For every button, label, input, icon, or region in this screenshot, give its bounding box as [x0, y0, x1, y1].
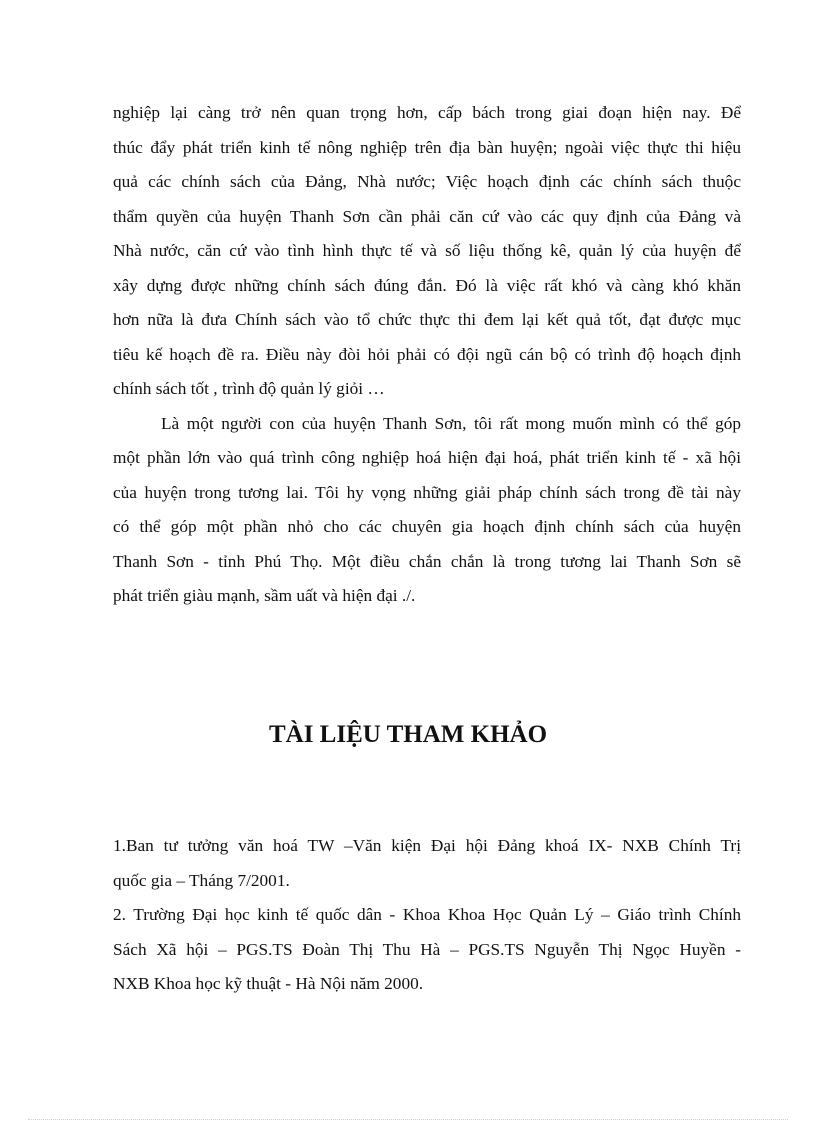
text-line: của huyện trong tương lai. Tôi hy vọng những giải pháp chính sách trong đề tài này — [113, 482, 741, 502]
text-line: xây dựng được những chính sách đúng đắn. Đó là việc rất khó và càng khó khăn — [113, 275, 741, 295]
text-line: Nhà nước, căn cứ vào tình hình thực tế và số liệu thống kê, quản lý của huyện để — [113, 241, 741, 260]
references-list — [113, 829, 741, 1002]
text-line: Sách Xã hội – PGS.TS Đoàn Thị Thu Hà – PGS.TS Nguyễn Thị Ngọc Huyền - — [113, 939, 741, 959]
text-line: nghiệp lại càng trở nên quan trọng hơn, cấp bách trong giai đoạn hiện nay. Để — [113, 103, 741, 122]
text-line: tiêu kế hoạch đề ra. Điều này đòi hỏi phải có đội ngũ cán bộ có trình độ hoạch định — [113, 344, 741, 364]
text-line: phát triển giàu mạnh, sầm uất và hiện đại ./. — [113, 586, 416, 605]
reference-item — [113, 829, 741, 898]
text-line: có thể góp một phần nhỏ cho các chuyên gia hoạch định chính sách của huyện — [113, 517, 741, 536]
text-line: Thanh Sơn - tỉnh Phú Thọ. Một điều chắn chắn là trong tương lai Thanh Sơn sẽ — [113, 551, 741, 571]
paragraph-hope — [113, 407, 741, 614]
text-line: quốc gia – Tháng 7/2001. — [113, 870, 290, 890]
page-bottom-divider — [28, 1119, 788, 1120]
references-heading: TÀI LIỆU THAM KHẢO — [268, 721, 548, 748]
text-line: NXB Khoa học kỹ thuật - Hà Nội năm 2000. — [113, 974, 424, 993]
text-line: thúc đẩy phát triển kinh tế nông nghiệp trên địa bàn huyện; ngoài việc thực thi hiệu — [113, 137, 741, 157]
text-line: chính sách tốt , trình độ quản lý giỏi … — [113, 379, 385, 398]
text-line: thẩm quyền của huyện Thanh Sơn cần phải căn cứ vào các quy định của Đảng và — [113, 206, 741, 226]
paragraph-conclusion — [113, 96, 741, 407]
text-line: hơn nữa là đưa Chính sách vào tổ chức thực thi đem lại kết quả tốt, đạt được mục — [113, 310, 741, 329]
text-line: một phần lớn vào quá trình công nghiệp hoá hiện đại hoá, phát triển kinh tế - xã hội — [113, 448, 741, 467]
text-line: quả các chính sách của Đảng, Nhà nước; Việc hoạch định các chính sách thuộc — [113, 172, 741, 191]
text-line: 1.Ban tư tưởng văn hoá TW –Văn kiện Đại hội Đảng khoá IX- NXB Chính Trị — [113, 836, 741, 855]
body-text — [113, 96, 741, 614]
text-line: Là một người con của huyện Thanh Sơn, tôi rất mong muốn mình có thể góp — [161, 413, 741, 433]
reference-item — [113, 898, 741, 1002]
text-line: 2. Trường Đại học kinh tế quốc dân - Khoa Khoa Học Quản Lý – Giáo trình Chính — [113, 905, 741, 924]
